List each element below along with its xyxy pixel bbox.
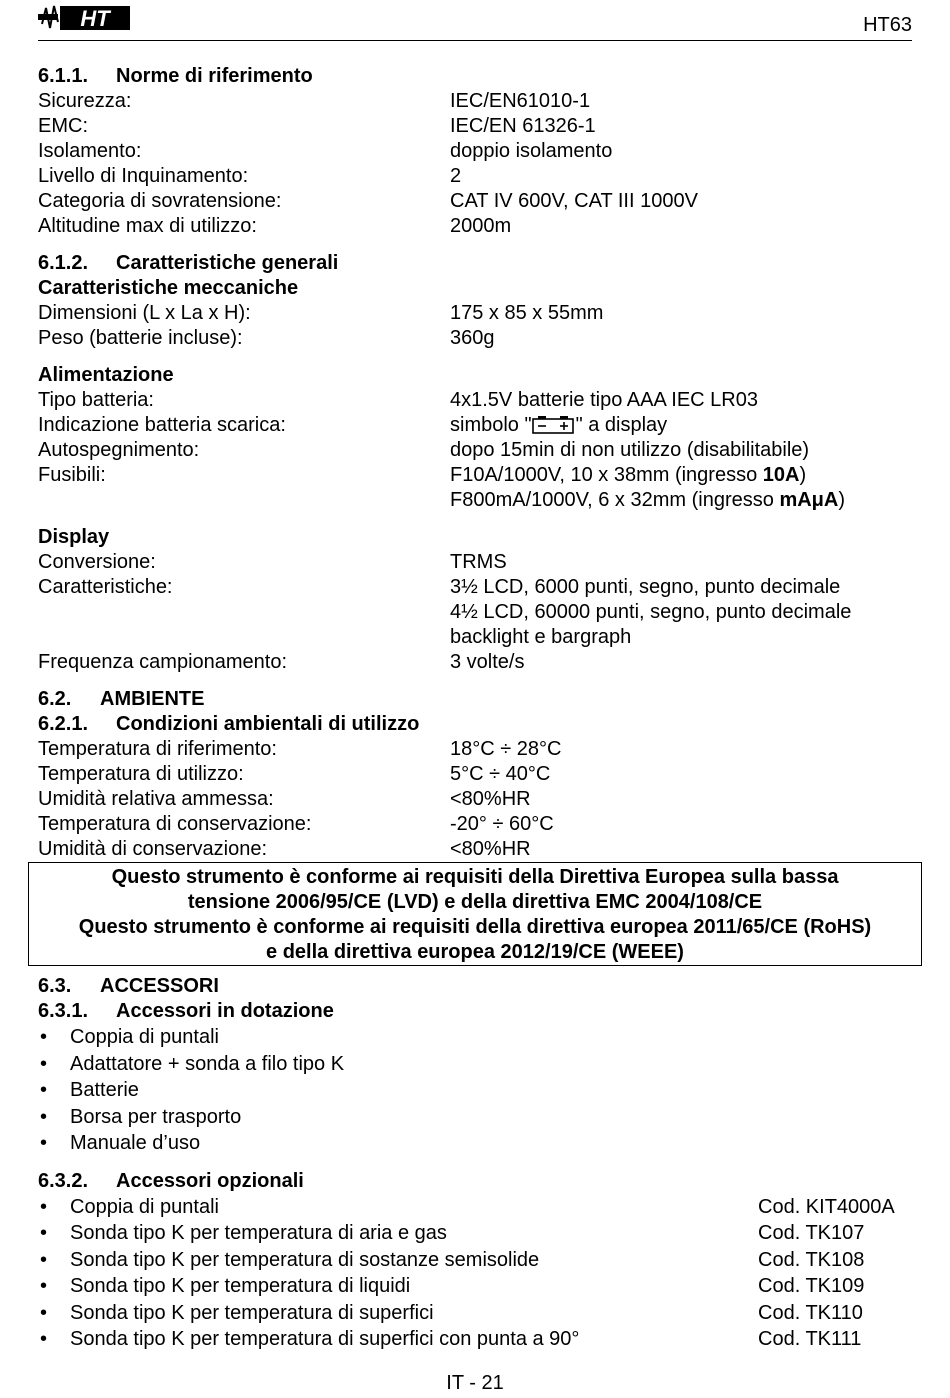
section-heading-6-1-2: 6.1.2. Caratteristiche generali bbox=[38, 252, 339, 274]
list-item: • Coppia di puntali bbox=[38, 1024, 918, 1051]
spec-row: F800mA/1000V, 6 x 32mm (ingresso mAμA) bbox=[450, 489, 846, 511]
subheading-display: Display bbox=[38, 526, 110, 548]
spec-row: Dimensioni (L x La x H): 175 x 85 x 55mm bbox=[38, 302, 604, 324]
svg-text:HT: HT bbox=[80, 6, 110, 31]
spec-row: Livello di Inquinamento: 2 bbox=[38, 165, 462, 187]
spec-row: Umidità di conservazione: <80%HR bbox=[38, 838, 531, 860]
spec-row: EMC: IEC/EN 61326-1 bbox=[38, 115, 596, 137]
spec-row: Altitudine max di utilizzo: 2000m bbox=[38, 215, 512, 237]
bullet-icon: • bbox=[40, 1195, 48, 1218]
content bbox=[38, 64, 918, 862]
bullet-icon: • bbox=[40, 1132, 48, 1154]
list-item: • Batterie bbox=[38, 1077, 918, 1104]
subheading-mechanical: Caratteristiche meccaniche bbox=[38, 277, 299, 299]
spec-row: Isolamento: doppio isolamento bbox=[38, 140, 613, 162]
bullet-icon: • bbox=[40, 1105, 48, 1128]
spec-row: Sicurezza: IEC/EN61010-1 bbox=[38, 90, 591, 112]
ht-logo bbox=[38, 2, 130, 32]
spec-row: Conversione: TRMS bbox=[38, 551, 507, 573]
bullet-icon: • bbox=[40, 1222, 48, 1244]
bullet-icon: • bbox=[40, 1052, 48, 1075]
header-rule bbox=[38, 40, 912, 41]
section-heading-6-3: 6.3. ACCESSORI bbox=[38, 975, 219, 997]
spec-row: Temperatura di utilizzo: 5°C ÷ 40°C bbox=[38, 763, 551, 785]
compliance-notice-box: Questo strumento è conforme ai requisiti della Direttiva Europea sulla bassa tensione 2006/95/CE (LVD) e della direttiva EMC 2004/108/CE Questo strumento è conforme ai requisiti della direttiva europea 2011/65/CE (RoHS) e della direttiva europea 2012/19/CE (WEEE) bbox=[28, 862, 922, 966]
spec-row: Peso (batterie incluse): 360g bbox=[38, 327, 495, 349]
bullet-icon: • bbox=[40, 1248, 48, 1271]
list-item: • Manuale d’uso bbox=[38, 1130, 918, 1157]
model-name: HT63 bbox=[863, 14, 912, 36]
spec-row: Umidità relativa ammessa: <80%HR bbox=[38, 788, 531, 810]
bullet-icon: • bbox=[40, 1275, 48, 1297]
section-heading-6-3-2: 6.3.2. Accessori opzionali bbox=[38, 1169, 304, 1192]
spec-row: Frequenza campionamento: 3 volte/s bbox=[38, 651, 525, 673]
list-item: • Sonda tipo K per temperatura di liquidi Cod. TK109 bbox=[38, 1273, 918, 1300]
bullet-icon: • bbox=[40, 1328, 48, 1350]
bullet-icon: • bbox=[40, 1026, 48, 1048]
list-item: • Sonda tipo K per temperatura di superfici Cod. TK110 bbox=[38, 1300, 918, 1327]
accessories-content bbox=[38, 974, 918, 1353]
spec-row: Categoria di sovratensione: CAT IV 600V, CAT III 1000V bbox=[38, 190, 698, 212]
section-heading-6-2: 6.2. AMBIENTE bbox=[38, 688, 205, 710]
list-item: • Borsa per trasporto bbox=[38, 1104, 918, 1131]
list-item: • Coppia di puntali Cod. KIT4000A bbox=[38, 1194, 918, 1221]
bullet-icon: • bbox=[40, 1079, 48, 1101]
bullet-icon: • bbox=[40, 1301, 48, 1324]
section-heading-6-1-1: 6.1.1. Norme di riferimento bbox=[38, 65, 313, 87]
spec-row: Caratteristiche: 3½ LCD, 6000 punti, segno, punto decimale bbox=[38, 576, 841, 598]
list-item: • Sonda tipo K per temperatura di superfici con punta a 90° Cod. TK111 bbox=[38, 1326, 918, 1353]
spec-row: Fusibili: F10A/1000V, 10 x 38mm (ingresso 10A) bbox=[38, 464, 807, 486]
page-number: IT - 21 bbox=[446, 1372, 504, 1394]
section-heading-6-3-1: 6.3.1. Accessori in dotazione bbox=[38, 1000, 334, 1022]
spec-row: 4½ LCD, 60000 punti, segno, punto decimale bbox=[450, 601, 852, 623]
list-item: • Adattatore + sonda a filo tipo K bbox=[38, 1051, 918, 1078]
spec-row: Temperatura di riferimento: 18°C ÷ 28°C bbox=[38, 738, 562, 760]
list-item: • Sonda tipo K per temperatura di sostanze semisolide Cod. TK108 bbox=[38, 1247, 918, 1274]
spec-row: backlight e bargraph bbox=[450, 626, 632, 648]
subheading-power: Alimentazione bbox=[38, 364, 174, 386]
spec-row: Indicazione batteria scarica: simbolo " " a display bbox=[38, 414, 668, 436]
spec-row: Autospegnimento: dopo 15min di non utilizzo (disabilitabile) bbox=[38, 439, 810, 461]
list-item: • Sonda tipo K per temperatura di aria e gas Cod. TK107 bbox=[38, 1220, 918, 1247]
battery-low-icon bbox=[532, 416, 576, 434]
spec-row: Temperatura di conservazione: -20° ÷ 60°C bbox=[38, 813, 554, 835]
section-heading-6-2-1: 6.2.1. Condizioni ambientali di utilizzo bbox=[38, 713, 420, 735]
page-header bbox=[0, 0, 950, 42]
spec-row: Tipo batteria: 4x1.5V batterie tipo AAA IEC LR03 bbox=[38, 389, 758, 411]
